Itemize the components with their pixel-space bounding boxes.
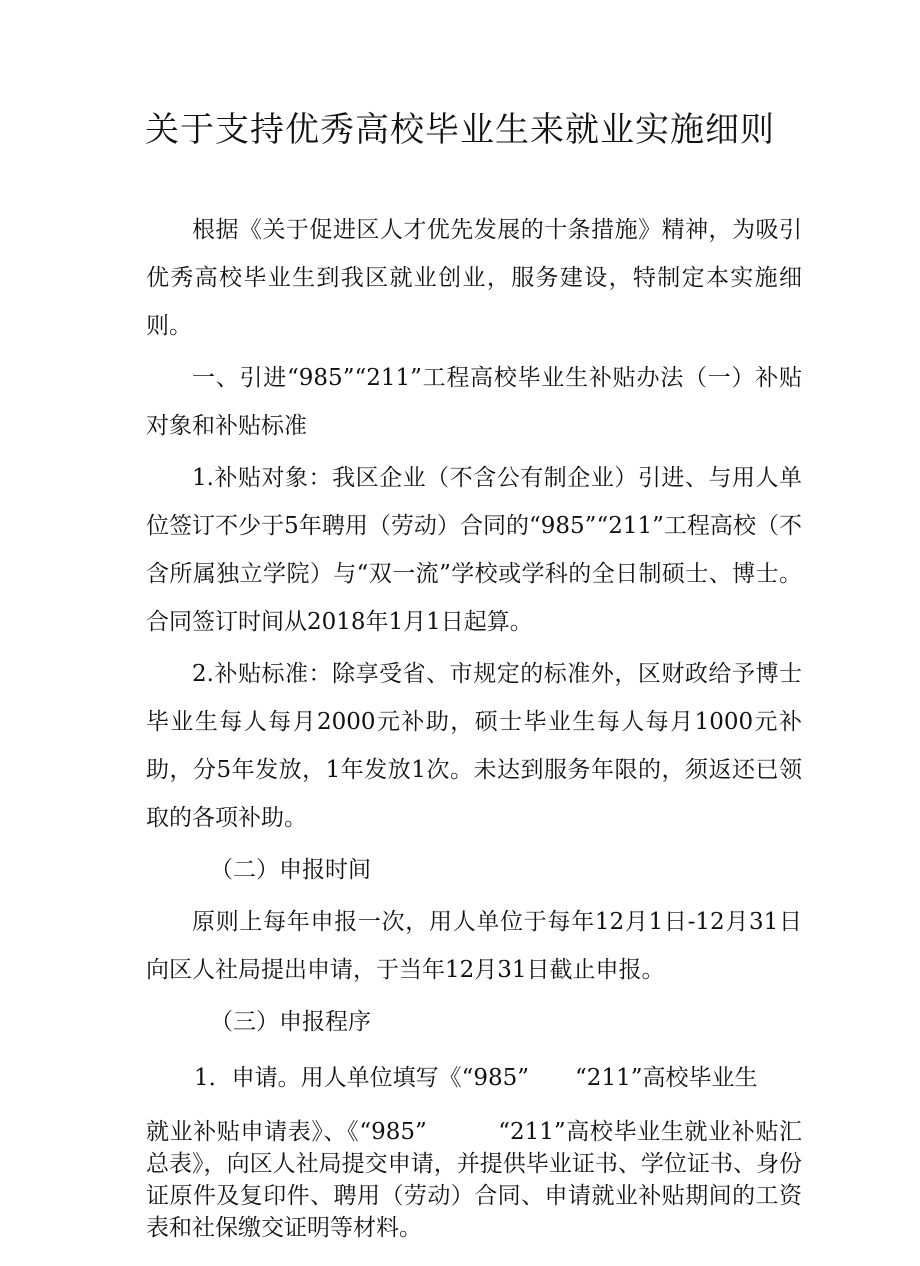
subsidy-standard-paragraph: 2.补贴标准：除享受省、市规定的标准外，区财政给予博士毕业生每人每月2000元补助，硕士毕业生每人每月1000元补助，分5年发放，1年发放1次。未达到服务年限的，须返还已领取的各项补助。: [146, 661, 802, 831]
intro-paragraph: 根据《关于促进区人才优先发展的十条措施》精神，为吸引优秀高校毕业生到我区就业创业，服务建设，特制定本实施细则。: [146, 217, 802, 339]
section-one-heading: 一、引进“985”“211”工程高校毕业生补贴办法（一）补贴对象和补贴标准: [146, 365, 802, 439]
document-title: 关于支持优秀高校毕业生来就业实施细则: [145, 110, 775, 150]
declaration-procedure-heading: （三）申报程序: [210, 1009, 371, 1035]
application-details: 就业补贴申请表》、《“985” “211”高校毕业生就业补贴汇总表》，向区人社局提交申请，并提供毕业证书、学位证书、身份证原件及复印件、聘用（劳动）合同、申请就业补贴期间的工资表和社保缴交证明等材料。: [146, 1119, 802, 1241]
subsidy-target-paragraph: 1.补贴对象：我区企业（不含公有制企业）引进、与用人单位签订不少于5年聘用（劳动）合同的“985”“211”工程高校（不含所属独立学院）与“双一流”学校或学科的全日制硕士、博士。合同签订时间从2018年1月1日起算。: [146, 465, 802, 635]
declaration-time-heading: （二）申报时间: [210, 857, 371, 883]
application-first-line: 1．申请。用人单位填写《“985” “211”高校毕业生: [194, 1065, 758, 1091]
document-body: [146, 206, 802, 1244]
declaration-time-paragraph: 原则上每年申报一次，用人单位于每年12月1日-12月31日向区人社局提出申请，于当年12月31日截止申报。: [146, 909, 802, 983]
